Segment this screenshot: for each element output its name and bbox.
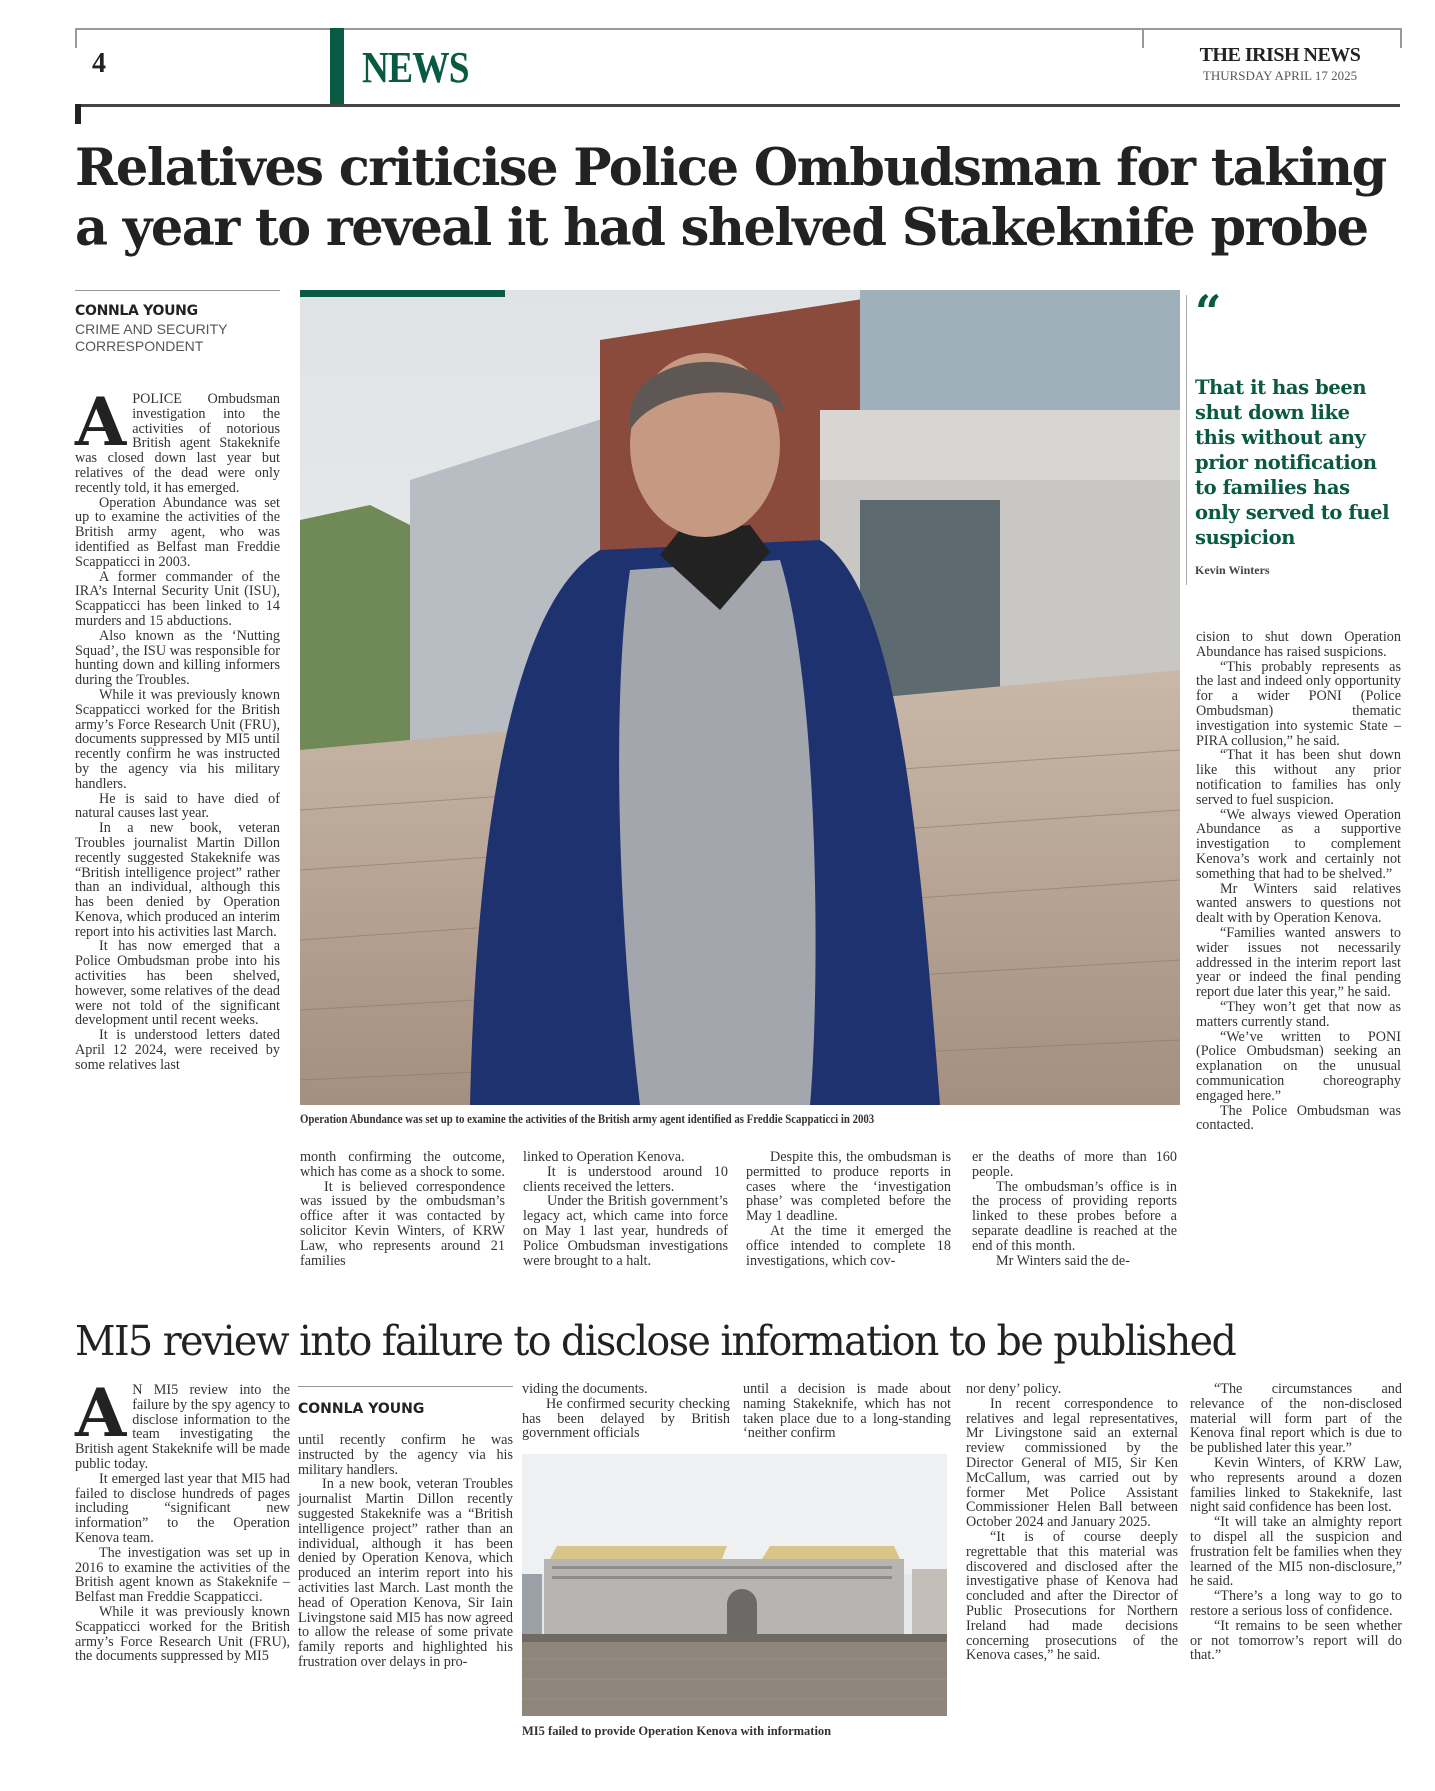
article-column-3 <box>523 1150 728 1268</box>
paragraph: While it was previously known Scappaticci worked for the British army’s Force Research Unit (FRU), documents suppressed by MI5 until recently confirm he was instructed by the agency via his military handlers. <box>75 686 280 792</box>
pull-quote-attribution: Kevin Winters <box>1195 563 1270 577</box>
photo-caption: Operation Abundance was set up to examine the activities of the British army agent identified as Freddie Scappaticci in 2003 <box>300 1112 875 1126</box>
pull-quote-rule <box>1186 295 1187 585</box>
article-headline: Relatives criticise Police Ombudsman for taking a year to reveal it had shelved Stakeknife probe <box>75 138 1386 258</box>
paragraph: “There’s a long way to go to restore a serious loss of confidence. <box>1190 1588 1402 1619</box>
paragraph: A N MI5 review into the failure by the spy agency to disclose information to the team investigating the British agent Stakeknife will be made public today. <box>75 1374 290 1472</box>
byline-rule <box>298 1386 513 1387</box>
quote-mark-icon: “ <box>1195 285 1222 339</box>
article-column-5 <box>966 1382 1178 1663</box>
mi5-building-photo <box>522 1454 947 1716</box>
paragraph: It is understood around 10 clients received the letters. <box>523 1163 728 1195</box>
paragraph: He confirmed security checking has been delayed by British government officials <box>522 1395 730 1442</box>
paragraph: It emerged last year that MI5 had failed to disclose hundreds of pages including “significant new information” to the Operation Kenova team. <box>75 1470 290 1546</box>
article-column-4 <box>746 1150 951 1268</box>
article-column-3 <box>522 1382 730 1441</box>
masthead-rule-tick <box>1142 28 1144 48</box>
article-column-2 <box>298 1433 513 1670</box>
drop-cap: A <box>75 383 127 461</box>
paragraph: In a new book, veteran Troubles journalist Martin Dillon recently suggested Stakeknife was a “British intelligence project” rather than an individual, although it has been denied by Operation Kenova, which produced an interim report into his activities last March. Last month the head of Operation Kenova, Sir Iain Livingstone said MI5 has now agreed to allow the release of some private family reports and highlighted his frustration over delays in pro- <box>298 1476 513 1670</box>
article-column-1 <box>75 383 280 1073</box>
paragraph: “We’ve written to PONI (Police Ombudsman) seeking an explanation on the unusual communication choreography engaged here.” <box>1196 1028 1401 1104</box>
paper-masthead <box>1180 44 1380 84</box>
paragraph: “They won’t get that now as matters currently stand. <box>1196 998 1401 1030</box>
article-column-2 <box>300 1150 505 1268</box>
photo-accent-bar <box>300 290 505 297</box>
paper-name: THE IRISH NEWS <box>1199 44 1361 66</box>
paragraph: The investigation was set up in 2016 to examine the activities of the British agent known as Stakeknife – Belfast man Freddie Scappaticci. <box>75 1544 290 1606</box>
paragraph: linked to Operation Kenova. <box>523 1149 685 1165</box>
paragraph: “Families wanted answers to wider issues not necessarily addressed in the interim report last year or indeed the final pending report due later this year,” he said. <box>1196 924 1401 1001</box>
article-column-4 <box>743 1382 951 1441</box>
main-photo <box>300 290 1180 1105</box>
paragraph: “It is of course deeply regrettable that this material was discovered and disclosed after the investigative phase of Kenova had concluded and after the Director of Public Prosecutions for Northern Ireland had made decisions concerning prosecutions of the Kenova cases,” he said. <box>966 1528 1178 1664</box>
article-column-6 <box>1190 1382 1402 1663</box>
paragraph: viding the documents. <box>522 1381 648 1397</box>
paragraph: “That it has been shut down like this without any prior notification to families has only served to fuel suspicion. <box>1196 747 1401 808</box>
byline-name: CONNLA YOUNG <box>75 303 198 319</box>
paragraph: “The circumstances and relevance of the non-disclosed material will form part of the Kenova final report which is due to be published later this year.” <box>1190 1381 1402 1457</box>
paragraph: “This probably represents as the last and indeed only opportunity for a wider PONI (Police Ombudsman) thematic investigation into systemic State – PIRA collusion,” he said. <box>1196 658 1401 749</box>
drop-cap: A <box>75 1374 127 1452</box>
masthead-bottom-rule <box>75 104 1400 107</box>
byline-name: CONNLA YOUNG <box>298 1401 425 1417</box>
paragraph: er the deaths of more than 160 people. <box>972 1149 1177 1180</box>
byline-rule <box>75 290 280 291</box>
paragraph: He is said to have died of natural causes last year. <box>75 790 280 822</box>
paragraph: month confirming the outcome, which has come as a shock to some. <box>300 1149 505 1180</box>
paragraph: It is believed correspondence was issued by the ombudsman’s office after it was contacted by solicitor Kevin Winters, of KRW Law, who represents around 21 families <box>300 1178 505 1269</box>
paragraph: until recently confirm he was instructed by the agency via his military handlers. <box>298 1432 513 1478</box>
paragraph: Also known as the ‘Nutting Squad’, the ISU was responsible for hunting down and killing informers during the Troubles. <box>75 627 280 689</box>
paragraph: The ombudsman’s office is in the process of providing reports linked to these probes before a separate deadline is reached at the end of this month. <box>972 1178 1177 1254</box>
paragraph: Mr Winters said relatives wanted answers to questions not dealt with by Operation Kenova. <box>1196 880 1401 927</box>
paragraph: nor deny’ policy. <box>966 1381 1062 1397</box>
paragraph: Under the British government’s legacy act, which came into force on May 1 last year, hundreds of Police Ombudsman investigations were brought to a halt. <box>523 1193 728 1269</box>
article-column-6 <box>1196 630 1401 1133</box>
paragraph: APOLICE Ombudsman investigation into the activities of notorious British agent Stakeknife was closed down last year but relatives of the dead were only recently told, it has emerged. <box>75 383 280 496</box>
issue-date: THURSDAY APRIL 17 2025 <box>1202 68 1358 83</box>
article-headline: MI5 review into failure to disclose information to be published <box>75 1317 1236 1365</box>
page-number: 4 <box>92 48 106 79</box>
section-title: NEWS <box>362 43 469 92</box>
paragraph: In a new book, veteran Troubles journalist Martin Dillon recently suggested Stakeknife was “British intelligence project” rather than an individual, although this has been denied by Operation Kenova, which produced an interim report into his activities last March. <box>75 820 280 940</box>
photo-man-outside-office <box>300 290 1180 1105</box>
paragraph: until a decision is made about naming Stakeknife, which has not taken place due to a long-standing ‘neither confirm <box>743 1381 951 1442</box>
article-column-5 <box>972 1150 1177 1268</box>
photo-caption: MI5 failed to provide Operation Kenova with information <box>522 1724 832 1738</box>
article-column-1 <box>75 1374 290 1665</box>
paragraph: “It will take an almighty report to dispel all the suspicion and frustration felt be families when they learned of the MI5 non-disclosure,” he said. <box>1190 1514 1402 1590</box>
photo-thames-house <box>522 1454 947 1716</box>
masthead-top-rule <box>75 28 1400 30</box>
paragraph: It is understood letters dated April 12 2024, were received by some relatives last <box>75 1027 280 1073</box>
byline-role: CRIME AND SECURITY CORRESPONDENT <box>75 321 228 354</box>
paragraph: “We always viewed Operation Abundance as a supportive investigation to complement Kenova’s work and certainly not something that had to be shelved.” <box>1196 806 1401 882</box>
pull-quote: That it has been shut down like this without any prior notification to families has only served to fuel suspicion <box>1195 376 1390 549</box>
paragraph: Despite this, the ombudsman is permitted to produce reports in cases where the ‘investigation phase’ was completed before the May 1 deadline. <box>746 1149 951 1225</box>
paragraph: cision to shut down Operation Abundance has raised suspicions. <box>1196 629 1401 660</box>
byline <box>75 303 285 355</box>
paragraph: It has now emerged that a Police Ombudsman probe into his activities has been shelved, however, some relatives of the dead were not told of the significant development until recent weeks. <box>75 938 280 1029</box>
paragraph: A former commander of the IRA’s Internal Security Unit (ISU), Scappaticci has been linked to 14 murders and 15 abductions. <box>75 568 280 629</box>
masthead-rule-tick <box>1400 28 1402 48</box>
paragraph: The Police Ombudsman was contacted. <box>1196 1102 1401 1134</box>
paragraph: Mr Winters said the de- <box>996 1252 1130 1269</box>
paragraph: In recent correspondence to relatives and legal representatives, Mr Livingstone said an external review commissioned by the Director General of MI5, Sir Ken McCallum, was carried out by former Met Police Assistant Commissioner Helen Ball between October 2024 and January 2025. <box>966 1395 1178 1531</box>
paragraph: Kevin Winters, of KRW Law, who represents around a dozen families linked to Stakeknife, last night said confidence has been lost. <box>1190 1454 1402 1516</box>
paragraph: While it was previously known Scappaticci worked for the British army’s Force Research Unit (FRU), the documents suppressed by MI5 <box>75 1603 290 1665</box>
paragraph: At the time it emerged the office intended to complete 18 investigations, which cov- <box>746 1222 951 1269</box>
section-accent-bar <box>330 28 344 104</box>
paragraph: “It remains to be seen whether or not tomorrow’s report will do that.” <box>1190 1617 1402 1664</box>
paragraph: Operation Abundance was set up to examine the activities of the British army agent, who was identified as Belfast man Freddie Scappaticci in 2003. <box>75 494 280 570</box>
masthead-rule-marker <box>75 104 81 124</box>
masthead-rule-tick <box>75 28 77 48</box>
